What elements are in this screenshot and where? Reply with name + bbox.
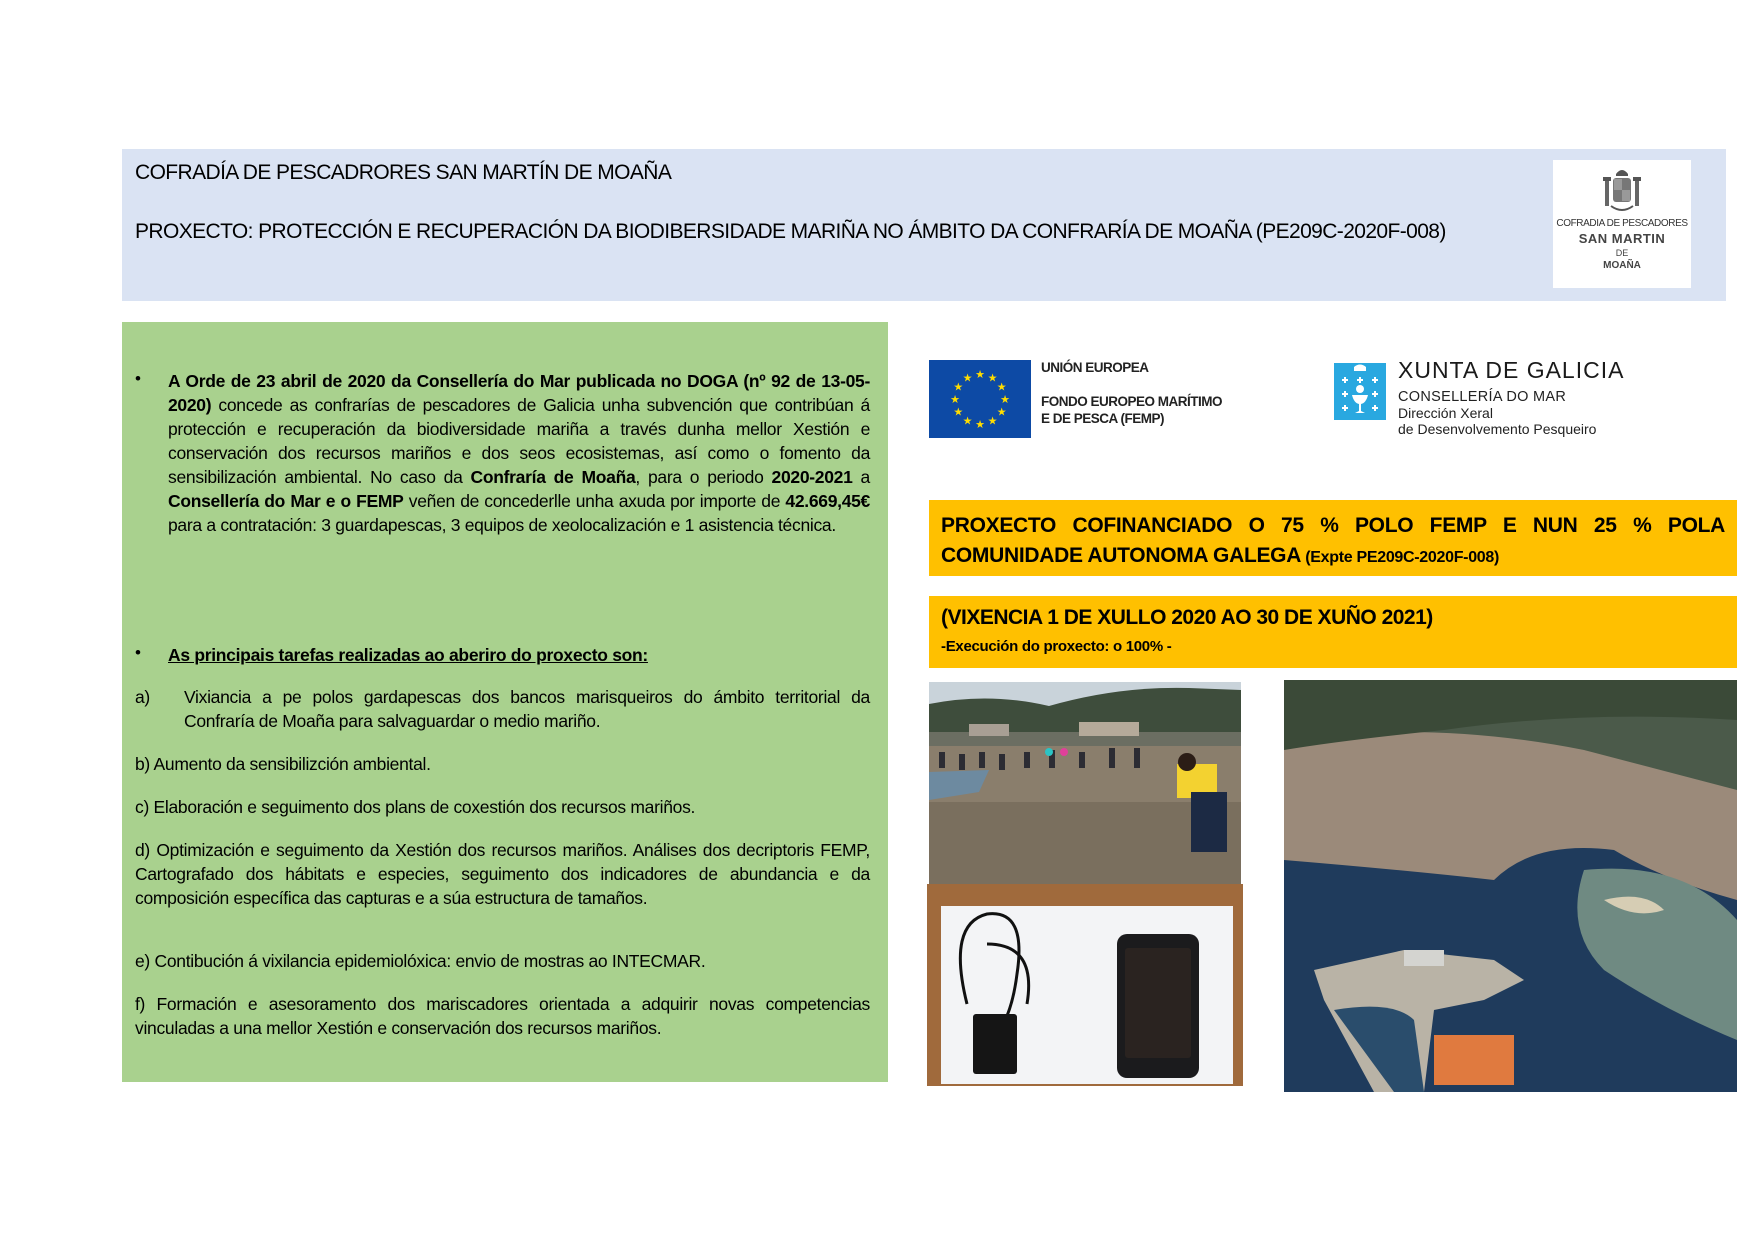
bullet: • xyxy=(135,643,141,662)
header-box xyxy=(122,149,1726,301)
organization-name: COFRADÍA DE PESCADRORES SAN MARTÍN DE MOAÑA xyxy=(135,161,672,184)
task-item-f: f) Formación e asesoramento dos mariscadores orientada a adquirir novas competencias vinculadas a una mellor Xestión e conservación dos recursos mariños. xyxy=(135,994,870,1038)
xunta-title: XUNTA DE GALICIA xyxy=(1398,357,1625,383)
logo-line-3: DE xyxy=(1615,248,1629,258)
task-item-c: c) Elaboración e seguimento dos plans de coxestión dos recursos mariños. xyxy=(135,797,696,817)
intro-text: veñen de concederlle unha axuda por importe de xyxy=(403,491,786,511)
order-reference: A Orde de 23 abril de 2020 da Consellería do Mar publicada no DOGA (nº 92 de 13-05-2020) xyxy=(168,371,870,415)
eu-star: ★ xyxy=(996,406,1007,419)
cofradia-logo xyxy=(1553,160,1691,288)
intro-text: a xyxy=(852,467,870,487)
eu-star: ★ xyxy=(950,394,960,406)
photo-aerial-port xyxy=(1284,680,1737,1092)
coat-of-arms-icon xyxy=(1601,166,1643,216)
eu-star: ★ xyxy=(975,419,985,431)
logo-line-2: SAN MARTIN xyxy=(1578,231,1666,246)
eu-fund-text xyxy=(1041,359,1222,427)
task-item-d: d) Optimización e seguimento da Xestión dos recursos mariños. Análises dos decriptoris FEMP, Cartografado dos hábitats e especies, seguimento dos indicadores de abundancia e da composición específica das capturas e a súa estructura de tamaños. xyxy=(135,840,870,908)
task-item-a: Vixiancia a pe polos gardapescas dos bancos marisqueiros do ámbito territorial da Confraría de Moaña para salvaguardar o medio mariño. xyxy=(184,687,870,731)
eu-flag-icon xyxy=(929,360,1031,438)
eu-star: ★ xyxy=(987,372,998,385)
photo-shellfish-gatherers xyxy=(929,682,1241,884)
funders: Consellería do Mar e o FEMP xyxy=(168,491,404,511)
eu-star: ★ xyxy=(1000,394,1010,406)
intro-text: para a contratación: 3 guardapescas, 3 equipos de xeolocalización e 1 asistencia técnica. xyxy=(168,515,836,535)
intro-text: concede as confrarías de pescadores de Galicia unha subvención que contribúan á protección e recuperación da biodiversidade mariña a través dunha mellor Xestión e conservación dos recursos mariños e dos seos ecosistemas, así como o fomento da sensibilización ambiental. No caso da xyxy=(168,395,870,487)
file-reference: (Expte PE209C-2020F-008) xyxy=(1301,549,1500,566)
execution-status: -Execución do proxecto: o 100% - xyxy=(941,638,1172,655)
intro-text: , para o periodo xyxy=(635,467,772,487)
validity-period: (VIXENCIA 1 DE XULLO 2020 AO 30 DE XUÑO 2021) xyxy=(941,606,1433,629)
task-letter: a) xyxy=(135,687,150,707)
logo-line-1: COFRADIA DE PESCADORES xyxy=(1556,218,1688,229)
period: 2020-2021 xyxy=(771,467,853,487)
eu-star: ★ xyxy=(962,372,973,385)
xunta-line-1: CONSELLERÍA DO MAR xyxy=(1398,389,1567,405)
validity-banner xyxy=(929,596,1737,668)
eu-star: ★ xyxy=(975,369,985,381)
cofinancing-text: PROXECTO COFINANCIADO O 75 % POLO FEMP E NUN 25 % POLA COMUNIDADE AUTONOMA GALEGA xyxy=(941,514,1725,567)
bullet: • xyxy=(135,369,141,388)
eu-star: ★ xyxy=(953,406,964,419)
eu-star: ★ xyxy=(996,381,1007,394)
eu-line-1: UNIÓN EUROPEA xyxy=(1041,360,1149,375)
eu-star: ★ xyxy=(987,415,998,428)
logo-line-4: MOAÑA xyxy=(1603,260,1641,271)
project-title: PROXECTO: PROTECCIÓN E RECUPERACIÓN DA BIODIBERSIDADE MARIÑA NO ÁMBITO DA CONFRARÍA DE MOAÑA (PE209C-2020F-008) xyxy=(135,220,1446,243)
xunta-line-2: Dirección Xeral xyxy=(1398,405,1493,421)
xunta-line-3: de Desenvolvemento Pesqueiro xyxy=(1398,421,1597,437)
task-item-b: b) Aumento da sensibilizción ambiental. xyxy=(135,754,431,774)
xunta-de-galicia-emblem-icon xyxy=(1334,363,1386,420)
confraria-name: Confraría de Moaña xyxy=(470,467,636,487)
cofinancing-banner xyxy=(929,500,1737,576)
description-panel xyxy=(122,322,888,1082)
eu-star: ★ xyxy=(962,415,973,428)
grant-amount: 42.669,45€ xyxy=(785,491,870,511)
task-item-e: e) Contibución á vixilancia epidemiolóxica: envio de mostras ao INTECMAR. xyxy=(135,951,706,971)
photo-geolocation-device xyxy=(927,884,1243,1086)
eu-line-3: E DE PESCA (FEMP) xyxy=(1041,411,1165,426)
eu-line-2: FONDO EUROPEO MARÍTIMO xyxy=(1041,394,1222,409)
eu-star: ★ xyxy=(953,381,964,394)
intro-paragraph xyxy=(168,369,870,537)
tasks-heading: As principais tarefas realizadas ao aberiro do proxecto son: xyxy=(168,645,648,665)
xunta-subtitle xyxy=(1398,389,1596,437)
eu-stars xyxy=(929,360,1031,438)
